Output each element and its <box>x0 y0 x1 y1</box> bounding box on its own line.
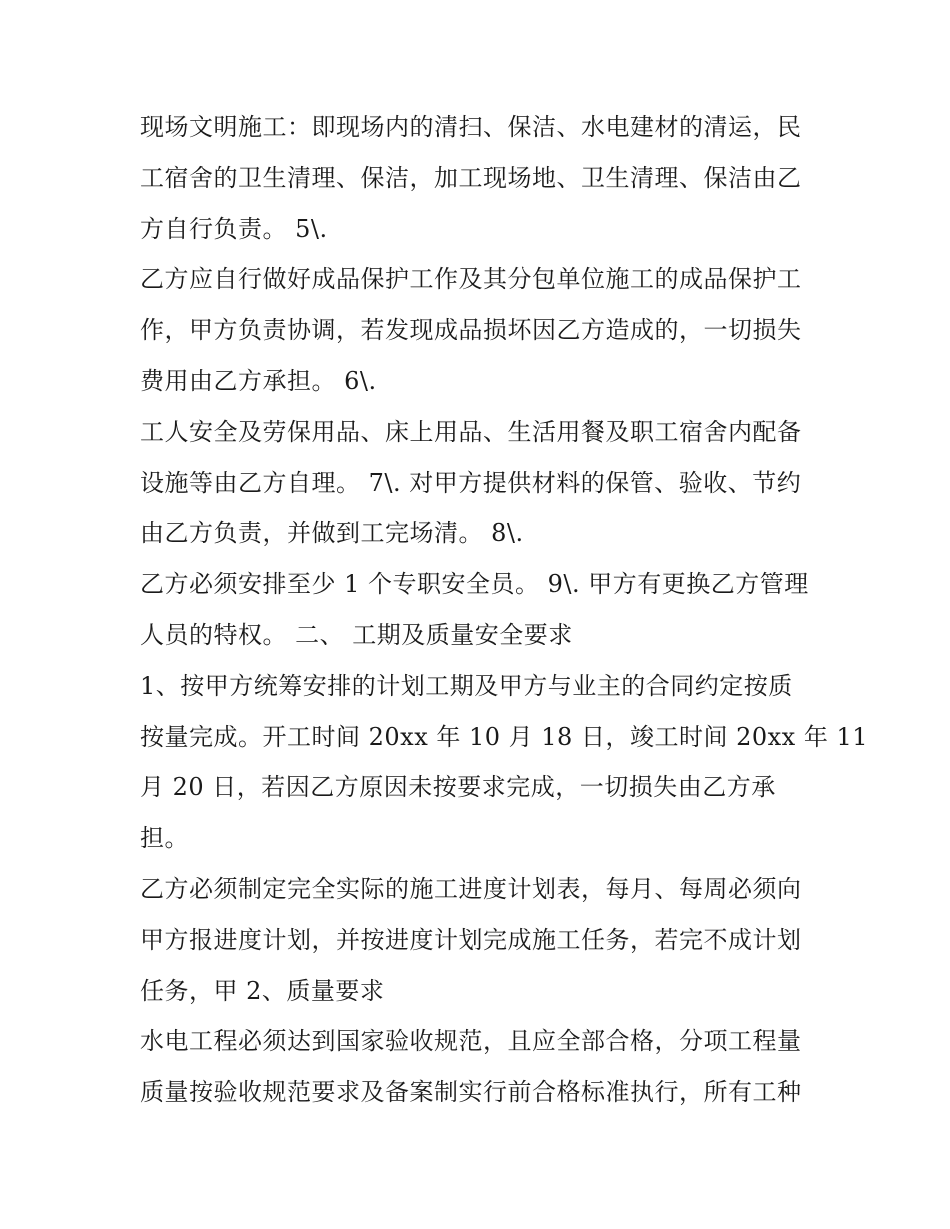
text-line: 乙方必须安排至少 1 个专职安全员。 9\. 甲方有更换乙方管理 <box>140 570 809 599</box>
text-line: 作，甲方负责协调，若发现成品损坏因乙方造成的，一切损失 <box>140 316 802 345</box>
text-line: 水电工程必须达到国家验收规范，且应全部合格，分项工程量 <box>140 1027 802 1056</box>
text-line: 担。 <box>140 824 189 853</box>
text-line: 工人安全及劳保用品、床上用品、生活用餐及职工宿舍内配备 <box>140 417 802 446</box>
text-line: 方自行负责。 5\. <box>140 214 328 243</box>
text-line: 设施等由乙方自理。 7\. 对甲方提供材料的保管、验收、节约 <box>140 468 802 497</box>
text-line: 现场文明施工：即现场内的清扫、保洁、水电建材的清运，民 <box>140 113 802 141</box>
text-line: 费用由乙方承担。 6\. <box>140 366 377 395</box>
text-line: 乙方应自行做好成品保护工作及其分包单位施工的成品保护工 <box>140 265 802 294</box>
text-line: 质量按验收规范要求及备案制实行前合格标准执行，所有工种 <box>140 1078 802 1107</box>
text-line: 乙方必须制定完全实际的施工进度计划表，每月、每周必须向 <box>140 874 802 903</box>
text-line: 由乙方负责，并做到工完场清。 8\. <box>140 519 524 548</box>
text-line: 工宿舍的卫生清理、保洁，加工现场地、卫生清理、保洁由乙 <box>140 163 802 192</box>
text-line: 按量完成。开工时间 20xx 年 10 月 18 日，竣工时间 20xx 年 11 <box>140 722 868 751</box>
document-body <box>140 102 868 1118</box>
text-line: 月 20 日，若因乙方原因未按要求完成，一切损失由乙方承 <box>140 773 776 802</box>
text-line: 任务，甲 2、质量要求 <box>140 976 385 1005</box>
text-line: 甲方报进度计划，并按进度计划完成施工任务，若完不成计划 <box>140 925 802 954</box>
text-line: 人员的特权。 二、 工期及质量安全要求 <box>140 620 573 649</box>
text-line: 1、按甲方统筹安排的计划工期及甲方与业主的合同约定按质 <box>140 671 793 700</box>
